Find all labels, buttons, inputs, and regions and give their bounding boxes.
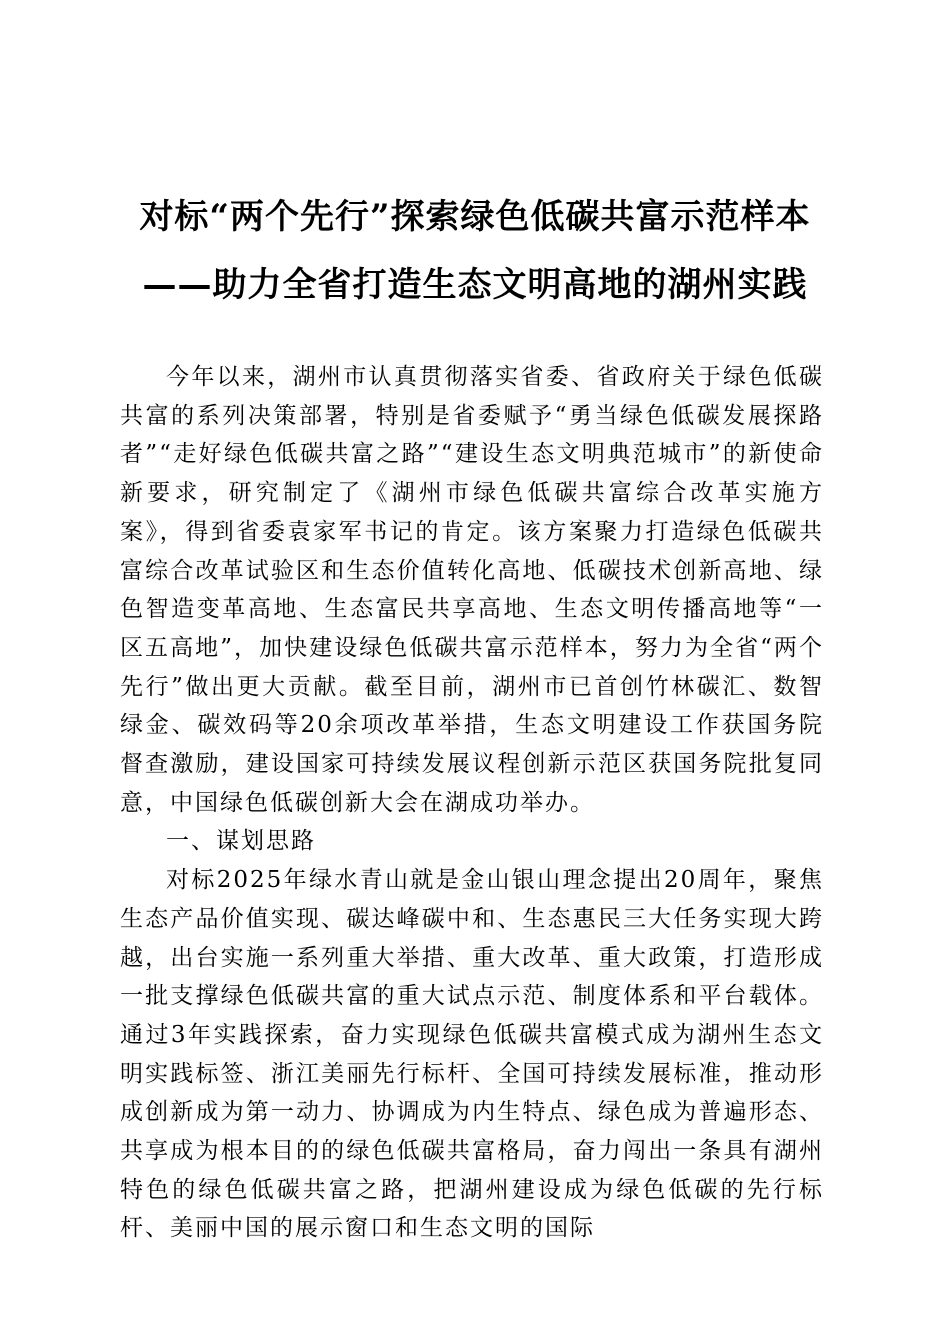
document-title: 对标“两个先行”探索绿色低碳共富示范样本	[139, 197, 811, 237]
intro-paragraph: 今年以来，湖州市认真贯彻落实省委、省政府关于绿色低碳共富的系列决策部署，特别是省委赋予“勇当绿色低碳发展探路者”“走好绿色低碳共富之路”“建设生态文明典范城市”的新使命新要求，研究制定了《湖州市绿色低碳共富综合改革实施方案》，得到省委袁家军书记的肯定。该方案聚力打造绿色低碳共富综合改革试验区和生态价值转化高地、低碳技术创新高地、绿色智造变革高地、生态富民共享高地、生态文明传播高地等“一区五高地”，加快建设绿色低碳共富示范样本，努力为全省“两个先行”做出更大贡献。截至目前，湖州市已首创竹林碳汇、数智绿金、碳效码等20余项改革举措，生态文明建设工作获国务院督查激励，建设国家可持续发展议程创新示范区获国务院批复同意，中国绿色低碳创新大会在湖成功举办。	[120, 364, 824, 816]
section-paragraph-planning: 对标2025年绿水青山就是金山银山理念提出20周年，聚焦生态产品价值实现、碳达峰碳中和、生态惠民三大任务实现大跨越，出台实施一系列重大举措、重大改革、重大政策，打造形成一批支撑绿色低碳共富的重大试点示范、制度体系和平台载体。通过3年实践探索，奋力实现绿色低碳共富模式成为湖州生态文明实践标签、浙江美丽先行标杆、全国可持续发展标准，推动形成创新成为第一动力、协调成为内生特点、绿色成为普遍形态、共享成为根本目的的绿色低碳共富格局，奋力闯出一条具有湖州特色的绿色低碳共富之路，把湖州建设成为绿色低碳的先行标杆、美丽中国的展示窗口和生态文明的国际	[120, 867, 824, 1242]
document-subtitle: ——助力全省打造生态文明高地的湖州实践	[142, 265, 808, 305]
document-body	[120, 358, 824, 1248]
section-heading-planning: 一、谋划思路	[166, 828, 316, 855]
